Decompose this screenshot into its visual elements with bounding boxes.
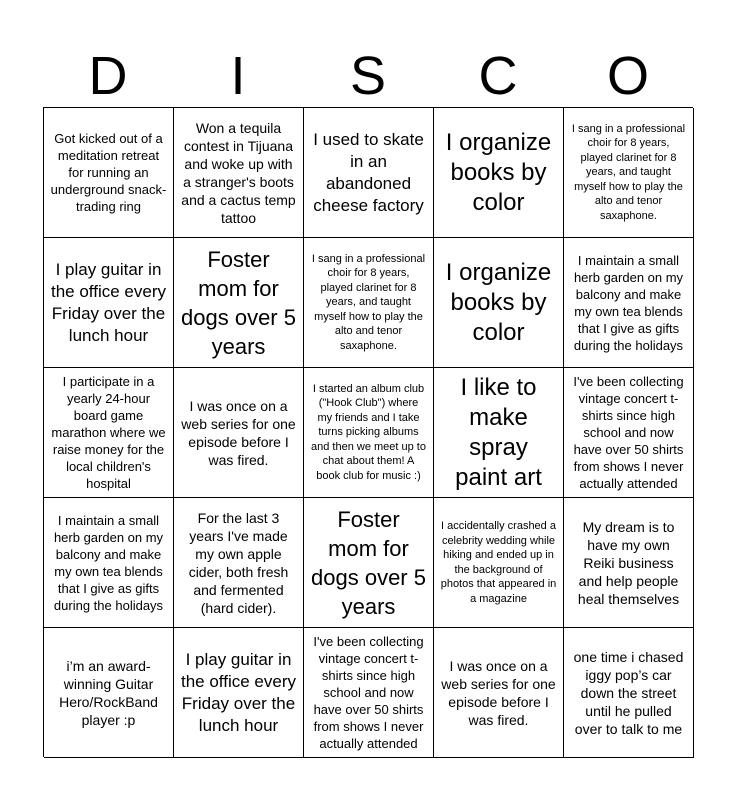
bingo-cell-r2-c2[interactable] (174, 238, 304, 368)
bingo-cell-r1-c4[interactable] (434, 108, 564, 238)
bingo-cell-text: Foster mom for dogs over 5 years (311, 506, 426, 619)
bingo-cell-r3-c4[interactable] (434, 368, 564, 498)
bingo-cell-text: I maintain a small herb garden on my balcony and make my own tea blends that I give as gifts during the holidays (573, 252, 684, 353)
bingo-cell-r4-c3[interactable] (304, 498, 434, 628)
bingo-cell-r3-c2[interactable] (174, 368, 304, 498)
header-letter-s: S (349, 46, 387, 106)
bingo-cell-text: I like to make spray paint art (455, 373, 542, 491)
bingo-cell-text: Foster mom for dogs over 5 years (181, 246, 296, 359)
bingo-cell-text: Won a tequila contest in Tijuana and woke up with a stranger's boots and a cactus temp tattoo (181, 119, 296, 226)
bingo-cell-text: i’m an award-winning Guitar Hero/RockBand player :p (59, 657, 158, 728)
bingo-cell-r4-c1[interactable] (44, 498, 174, 628)
bingo-cell-r5-c5[interactable] (564, 628, 694, 758)
bingo-cell-text: I used to skate in an abandoned cheese factory (313, 129, 424, 215)
bingo-cell-r1-c3[interactable] (304, 108, 434, 238)
bingo-cell-text: I was once on a web series for one episode before I was fired. (181, 397, 296, 468)
bingo-cell-text: one time i chased iggy pop’s car down the street until he pulled over to talk to me (573, 648, 684, 737)
bingo-cell-text: I accidentally crashed a celebrity wedding while hiking and ended up in the background of photos that appeared in a magazine (440, 520, 557, 605)
bingo-cell-r5-c1[interactable] (44, 628, 174, 758)
bingo-cell-r5-c3[interactable] (304, 628, 434, 758)
bingo-cell-r2-c4[interactable] (434, 238, 564, 368)
bingo-header (43, 44, 693, 108)
header-letter-o: O (606, 46, 649, 106)
header-letter-i: I (230, 46, 246, 106)
bingo-cell-r4-c5[interactable] (564, 498, 694, 628)
bingo-cell-text: I play guitar in the office every Friday over the lunch hour (181, 649, 296, 735)
bingo-cell-text: I organize books by color (445, 258, 552, 346)
header-letter-d: D (88, 46, 128, 106)
bingo-cell-r4-c2[interactable] (174, 498, 304, 628)
bingo-cell-text: For the last 3 years I've made my own apple cider, both fresh and fermented (hard cider). (188, 509, 289, 616)
bingo-cell-text: I play guitar in the office every Friday over the lunch hour (51, 259, 166, 345)
bingo-cell-r5-c2[interactable] (174, 628, 304, 758)
bingo-cell-text: I've been collecting vintage concert t-shirts since high school and now have over 50 shirts from shows I never actually attended (573, 374, 684, 491)
bingo-cell-text: I sang in a professional choir for 8 years, played clarinet for 8 years, and taught myself how to play the alto and tenor saxaphone. (571, 122, 686, 222)
bingo-cell-r1-c1[interactable] (44, 108, 174, 238)
bingo-cell-r1-c5[interactable] (564, 108, 694, 238)
bingo-cell-text: Got kicked out of a meditation retreat for running an underground snack-trading ring (50, 131, 167, 214)
bingo-cell-r5-c4[interactable] (434, 628, 564, 758)
bingo-cell-text: I started an album club ("Hook Club") where my friends and I take turns picking albums and then we meet up to chat about them! A book club for music :) (311, 382, 426, 482)
bingo-cell-r2-c1[interactable] (44, 238, 174, 368)
bingo-cell-r1-c2[interactable] (174, 108, 304, 238)
header-letter-c: C (478, 46, 518, 106)
bingo-cell-r4-c4[interactable] (434, 498, 564, 628)
bingo-cell-r3-c1[interactable] (44, 368, 174, 498)
bingo-cell-r3-c5[interactable] (564, 368, 694, 498)
bingo-cell-text: I sang in a professional choir for 8 years, played clarinet for 8 years, and taught myself how to play the alto and tenor saxaphone. (311, 252, 426, 352)
bingo-cell-text: I was once on a web series for one episode before I was fired. (441, 657, 556, 728)
bingo-cell-r3-c3[interactable] (304, 368, 434, 498)
bingo-cell-text: My dream is to have my own Reiki business and help people heal themselves (577, 518, 680, 607)
bingo-cell-r2-c5[interactable] (564, 238, 694, 368)
bingo-cell-text: I've been collecting vintage concert t-shirts since high school and now have over 50 shirts from shows I never actually attended (313, 634, 424, 751)
bingo-cell-text: I participate in a yearly 24-hour board game marathon where we raise money for the local children's hospital (51, 374, 166, 491)
bingo-cell-r2-c3[interactable] (304, 238, 434, 368)
bingo-cell-text: I organize books by color (445, 128, 552, 216)
bingo-card-grid (43, 107, 693, 757)
bingo-cell-text: I maintain a small herb garden on my balcony and make my own tea blends that I give as gifts during the holidays (53, 512, 164, 613)
